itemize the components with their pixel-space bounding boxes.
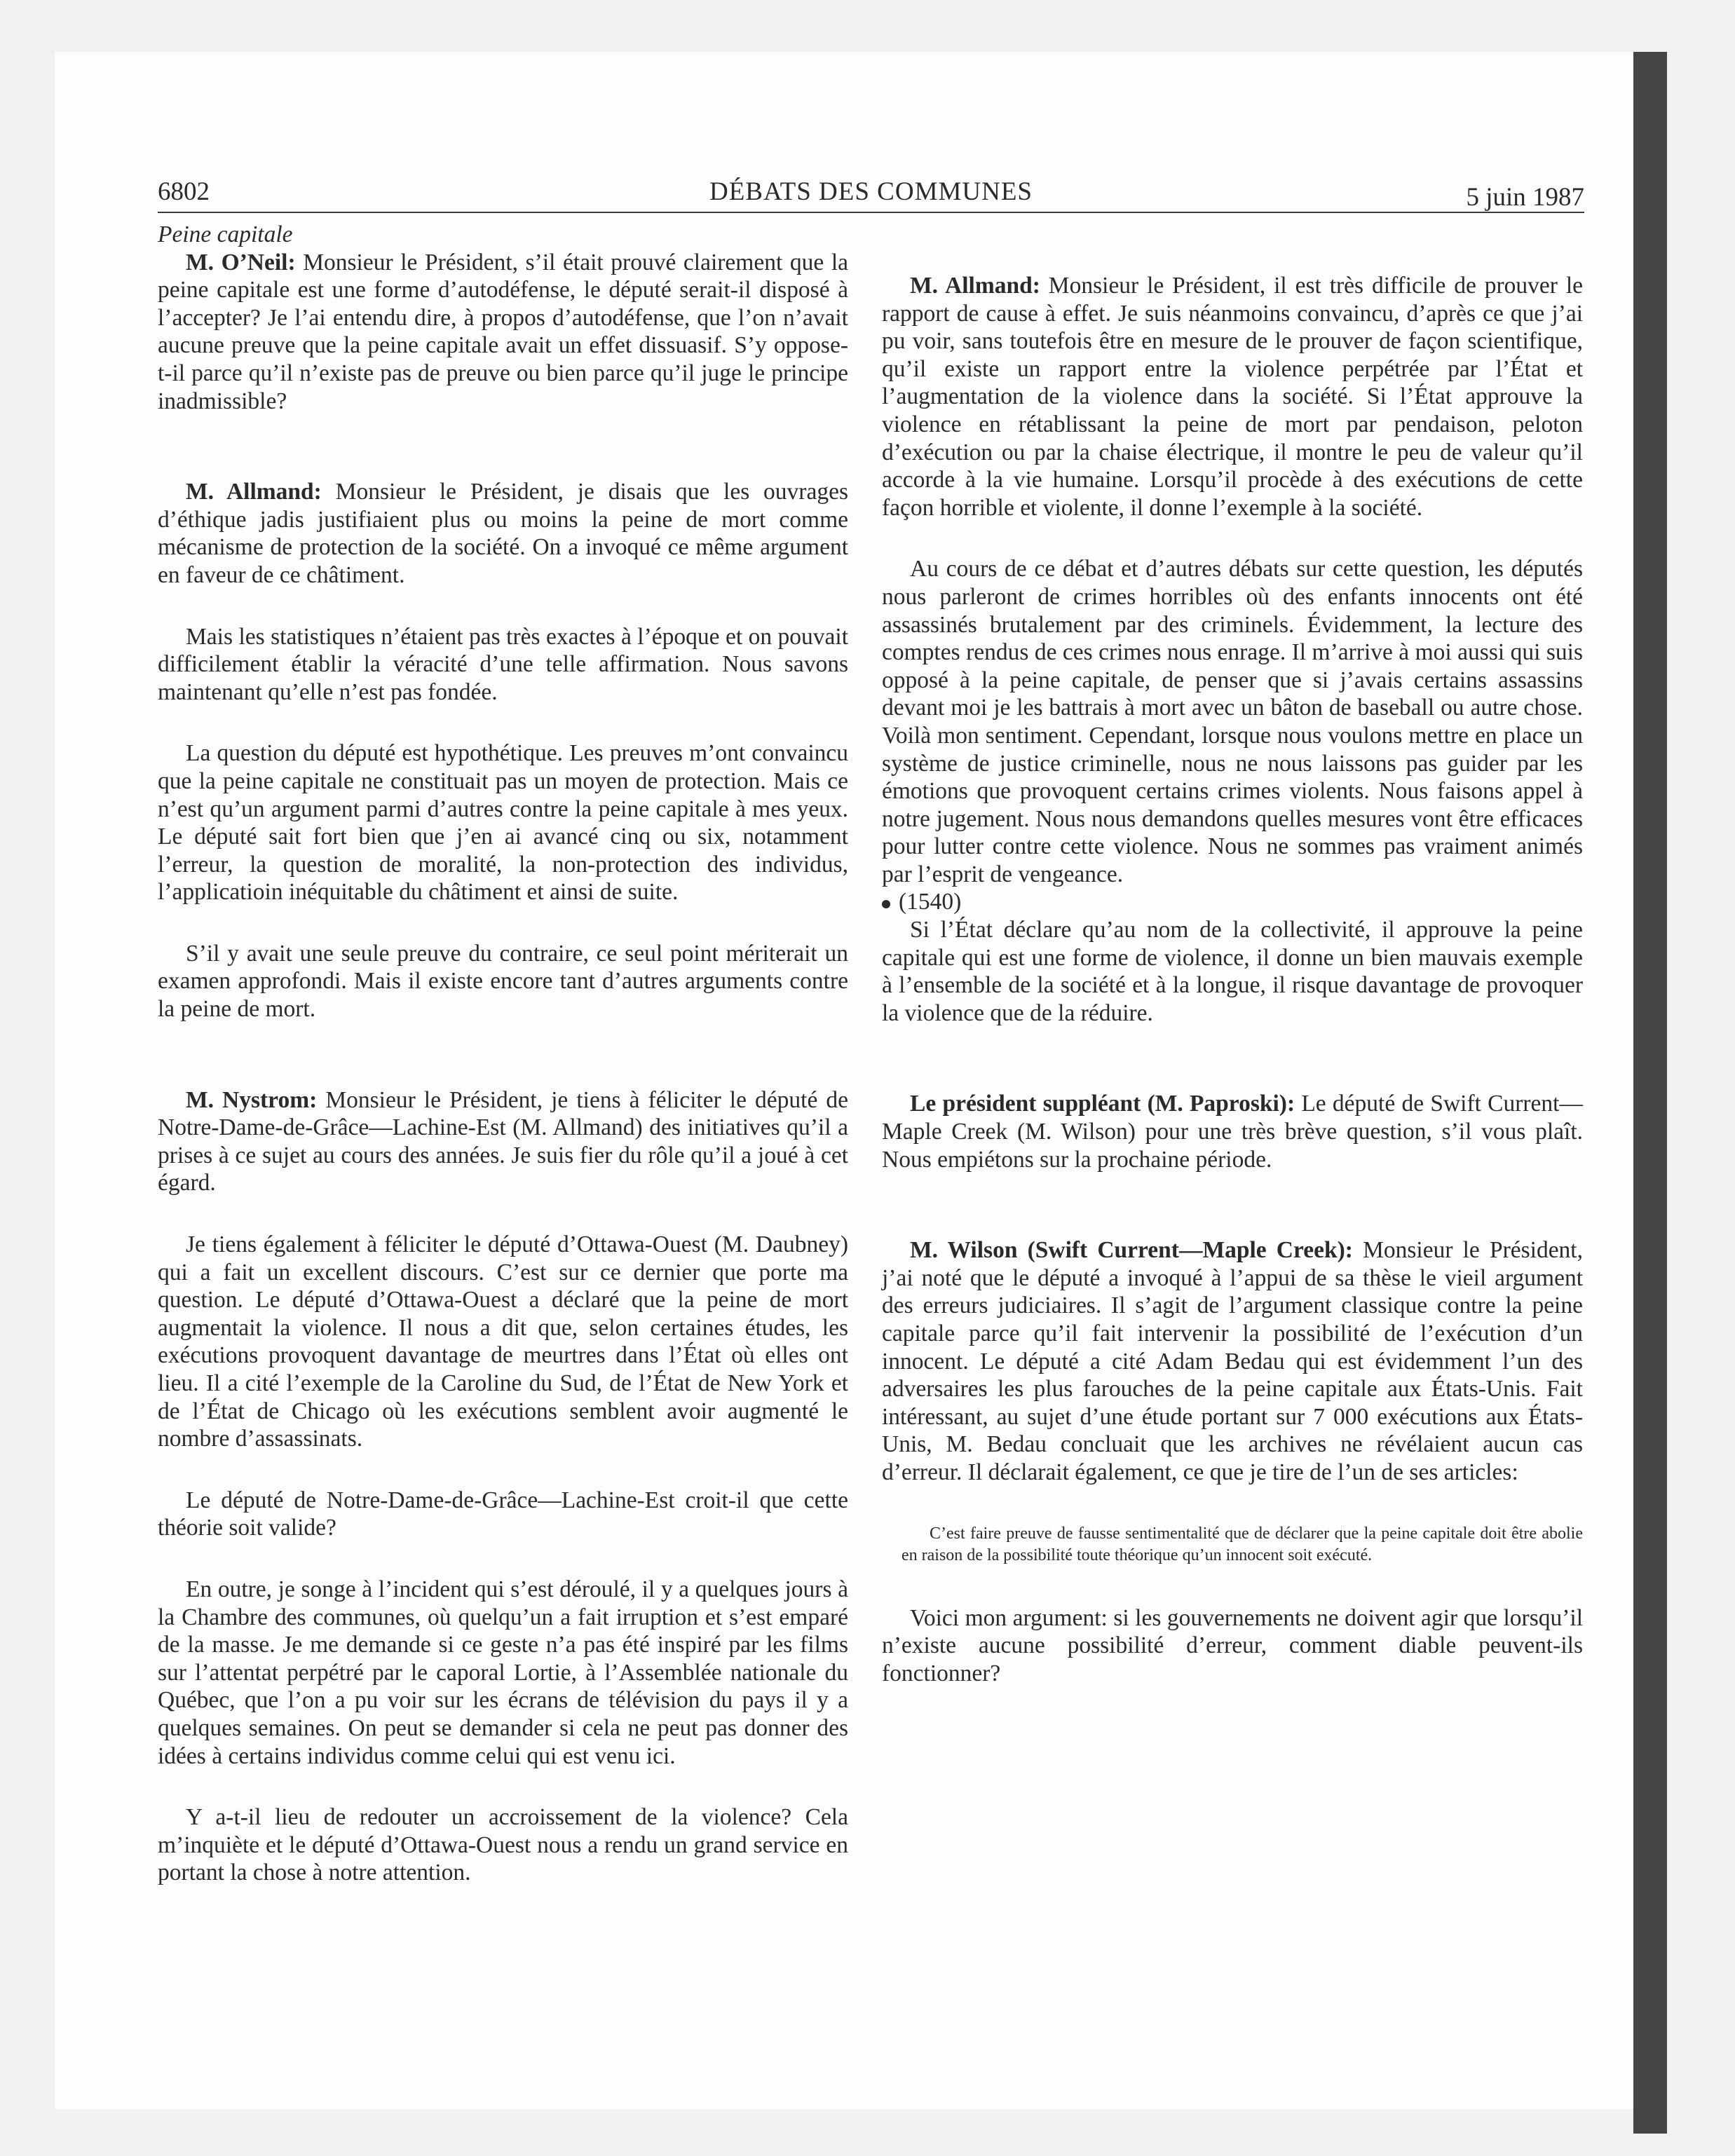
paragraph-text: Monsieur le Président, j’ai noté que le député a invoqué à l’appui de sa thèse le vieil argument des erreurs judiciaires. Il s’agit de l’argument classique contre la peine capitale parce qu’il fait intervenir la possibilité de l’exécution d’un innocent. Le député a cité Adam Bedau qui est évidemment l’un des adversaires les plus farouches de la peine capitale aux États-Unis. Fait intéressant, au sujet d’une étude portant sur 7 000 exécutions aux États-Unis, M. Bedau concluait que les archives ne révélaient aucun cas d’erreur. Il déclarait également, ce que je tire de l’un de ses articles:: [882, 1237, 1583, 1485]
paragraph: Je tiens également à féliciter le député d’Ottawa-Ouest (M. Daubney) qui a fait un excellent discours. C’est sur ce dernier que porte ma question. Le député d’Ottawa-Ouest a déclaré que la peine de mort augmentait la violence. Il nous a dit que, selon certaines études, les exécutions provoquent davantage de meurtres dans l’État où elles ont lieu. Il a cité l’exemple de la Caroline du Sud, de l’État de New York et de l’État de Chicago où les exécutions semblent avoir augmenté le nombre d’assassinats.: [158, 1231, 848, 1452]
section-heading: Peine capitale: [158, 221, 293, 247]
paragraph-text: Monsieur le Président, je disais que les ouvrages d’éthique jadis justifiaient plus ou moins la peine de mort comme mécanisme de protection de la société. On a invoqué ce même argument en faveur de ce châtiment.: [158, 479, 848, 588]
paragraph: [158, 478, 848, 589]
block-quote: C’est faire preuve de fausse sentimentalité que de déclarer que la peine capitale doit être abolie en raison de la possibilité toute théorique qu’un innocent soit exécuté.: [901, 1524, 1583, 1564]
speaker-name: M. Wilson (Swift Current—Maple Creek):: [910, 1237, 1353, 1264]
scan-edge-bar: [1633, 52, 1667, 2134]
page-header: [158, 177, 1584, 213]
time-marker-text: (1540): [899, 889, 962, 915]
bullet-icon: [882, 900, 890, 908]
page-number: 6802: [158, 177, 210, 206]
right-column: [882, 272, 1583, 1687]
paragraph: Si l’État déclare qu’au nom de la collectivité, il approuve la peine capitale qui est une forme de violence, il donne un bien mauvais exemple à l’ensemble de la société et à la longue, il risque davantage de provoquer la violence que de la réduire.: [882, 917, 1583, 1026]
page-date: 5 juin 1987: [1466, 183, 1584, 212]
paragraph: [158, 249, 848, 416]
paragraph: Y a-t-il lieu de redouter un accroissement de la violence? Cela m’inquiète et le député d’Ottawa-Ouest nous a rendu un grand service en portant la chose à notre attention.: [158, 1804, 848, 1886]
paragraph: [882, 1090, 1583, 1173]
paragraph-text: Monsieur le Président, je tiens à féliciter le député de Notre-Dame-de-Grâce—Lachine-Est (M. Allmand) des initiatives qu’il a prises à ce sujet au cours des années. Je suis fier du rôle qu’il a joué à cet égard.: [158, 1086, 848, 1196]
paragraph: [882, 1236, 1583, 1486]
left-column: [158, 221, 848, 1887]
paragraph: [158, 1086, 848, 1197]
paragraph: Voici mon argument: si les gouvernements ne doivent agir que lorsqu’il n’existe aucune possibilité d’erreur, comment diable peuvent-ils fonctionner?: [882, 1604, 1583, 1686]
paragraph-text: Monsieur le Président, s’il était prouvé clairement que la peine capitale est une forme d’autodéfense, le député serait-il disposé à l’accepter? Je l’ai entendu dire, à propos d’autodéfense, que l’on n’avait aucune preuve que la peine capitale avait un effet dissuasif. S’y oppose-t-il parce qu’il n’existe pas de preuve ou bien parce qu’il juge le principe inadmissible?: [158, 249, 849, 414]
time-marker: [882, 888, 1583, 916]
paragraph-text: Monsieur le Président, il est très difficile de prouver le rapport de cause à effet. Je suis néanmoins convaincu, d’après ce que j’ai pu voir, sans toutefois être en mesure de le prouver de façon scientifique, qu’il existe un rapport entre la violence perpétrée par l’État et l’augmentation de la violence dans la société. Si l’État approuve la violence en rétablissant la peine de mort par pendaison, peloton d’exécution ou par la chaise électrique, il montre le peu de valeur qu’il accorde à la vie humaine. Lorsqu’il procède à des exécutions de cette façon horrible et violente, il donne l’exemple à la société.: [882, 273, 1584, 521]
paragraph: Au cours de ce débat et d’autres débats sur cette question, les députés nous parleront de crimes horribles où des enfants innocents ont été assassinés brutalement par des criminels. Évidemment, la lecture des comptes rendus de ces crimes nous enrage. Il m’arrive à moi aussi qui suis opposé à la peine capitale, de penser que si j’avais certains assassins devant moi je les battrais à mort avec un bâton de baseball ou autre chose. Voilà mon sentiment. Cependant, lorsque nous voulons mettre en place un système de justice criminelle, nous ne nous laissons pas guider par les émotions que provoquent certains crimes violents. Nous faisons appel à notre jugement. Nous nous demandons quelles mesures vont être efficaces pour lutter contre cette violence. Nous ne sommes pas vraiment animés par l’esprit de vengeance.: [882, 556, 1583, 887]
speaker-name: M. O’Neil:: [186, 249, 296, 275]
paragraph: S’il y avait une seule preuve du contraire, ce seul point mériterait un examen approfondi. Mais il existe encore tant d’autres arguments contre la peine de mort.: [158, 940, 848, 1023]
paragraph: La question du député est hypothétique. Les preuves m’ont convaincu que la peine capitale ne constituait pas un moyen de protection. Mais ce n’est qu’un argument parmi d’autres contre la peine capitale à mes yeux. Le député sait fort bien que j’en ai avancé cinq ou six, notamment l’erreur, la question de moralité, la non-protection des individus, l’applicatioin inéquitable du châtiment et ainsi de suite.: [158, 740, 848, 906]
speaker-name: M. Nystrom:: [186, 1086, 318, 1113]
paragraph: En outre, je songe à l’incident qui s’est déroulé, il y a quelques jours à la Chambre des communes, où quelqu’un a fait irruption et s’est emparé de la masse. Je me demande si ce geste n’a pas été inspiré par les films sur l’attentat perpétré par le caporal Lortie, à l’Assemblée nationale du Québec, que l’on a pu voir sur les écrans de télévision du pays il y a quelques semaines. On peut se demander si cela ne peut pas donner des idées à certains individus comme celui qui est venu ici.: [158, 1576, 848, 1769]
paragraph-text: Le député de Swift Current—Maple Creek (M. Wilson) pour une très brève question, s’il vous plaît. Nous empiétons sur la prochaine période.: [882, 1091, 1583, 1173]
paragraph: [882, 272, 1583, 521]
speaker-name: Le président suppléant (M. Paproski):: [910, 1091, 1295, 1117]
speaker-name: M. Allmand:: [186, 479, 322, 505]
publication-title: DÉBATS DES COMMUNES: [709, 177, 1033, 206]
paragraph: Le député de Notre-Dame-de-Grâce—Lachine-Est croit-il que cette théorie soit valide?: [158, 1487, 848, 1541]
speaker-name: M. Allmand:: [910, 273, 1040, 299]
paragraph: Mais les statistiques n’étaient pas très exactes à l’époque et on pouvait difficilement établir la véracité d’une telle affirmation. Nous savons maintenant qu’elle n’est pas fondée.: [158, 623, 848, 705]
